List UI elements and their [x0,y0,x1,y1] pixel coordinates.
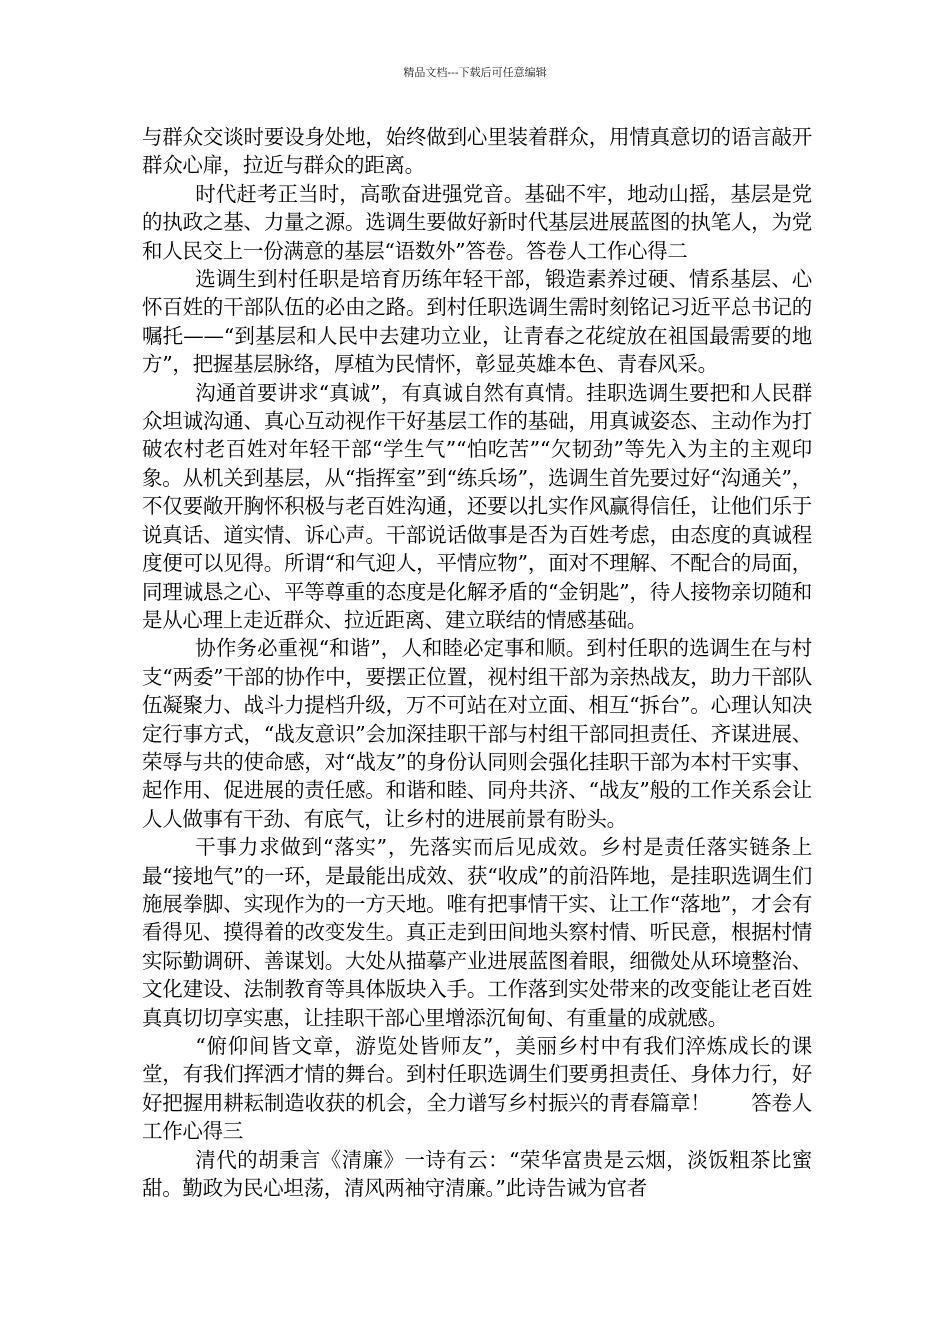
paragraph-8: 清代的胡秉言《清廉》一诗有云：“荣华富贵是云烟，淡饭粗茶比蜜甜。勤政为民心坦荡，清风两袖守清廉。”此诗告诫为官者 [142,1147,812,1201]
paragraph-3: 选调生到村任职是培育历练年轻干部，锻造素养过硬、情系基层、心怀百姓的干部队伍的必由之路。到村任职选调生需时刻铭记习近平总书记的嘱托——“到基层和人民中去建功立业，让青春之花绽放在祖国最需要的地方”，把握基层脉络，厚植为民情怀，彰显英雄本色、青春风采。 [142,267,812,377]
page-header: 精品文档---下载后可任意编辑 [403,66,547,79]
paragraph-1: 与群众交谈时要设身处地，始终做到心里装着群众，用情真意切的语言敲开群众心扉，拉近与群众的距离。 [142,125,812,178]
paragraph-4: 沟通首要讲求“真诚”，有真诚自然有真情。挂职选调生要把和人民群众坦诚沟通、真心互动视作干好基层工作的基础，用真诚姿态、主动作为打破农村老百姓对年轻干部“学生气”“怕吃苦”“欠韧劲”等先入为主的主观印象。从机关到基层，从“指挥室”到“练兵场”，选调生首先要过好“沟通关”，不仅要敞开胸怀积极与老百姓沟通，还要以扎实作风赢得信任，让他们乐于说真话、道实情、诉心声。干部说话做事是否为百姓考虑，由态度的真诚程度便可以见得。所谓“和气迎人，平情应物”，面对不理解、不配合的局面，同理诚恳之心、平等尊重的态度是化解矛盾的“金钥匙”，待人接物亲切随和是从心理上走近群众、拉近距离、建立联结的情感基础。 [142,380,812,632]
paragraph-7: “俯仰间皆文章，游览处皆师友”，美丽乡村中有我们淬炼成长的课堂，有我们挥洒才情的舞台。到村任职选调生们要勇担责任、身体力行，好好把握用耕耘制造收获的机会，全力谱写乡村振兴的青春篇章！ 答卷人工作心得三 [142,1034,812,1144]
paragraph-5: 协作务必重视“和谐”，人和睦必定事和顺。到村任职的选调生在与村支“两委”干部的协作中，要摆正位置，视村组干部为亲热战友，助力干部队伍凝聚力、战斗力提档升级，万不可站在对立面、相互“拆台”。心理认知决定行事方式，“战友意识”会加深挂职干部与村组干部同担责任、齐谋进展、荣辱与共的使命感，对“战友”的身份认同则会强化挂职干部为本村干实事、起作用、促进展的责任感。和谐和睦、同舟共济、“战友”般的工作关系会让人人做事有干劲、有底气，让乡村的进展前景有盼头。 [142,636,812,831]
paragraph-6: 干事力求做到“落实”，先落实而后见成效。乡村是责任落实链条上最“接地气”的一环，是最能出成效、获“收成”的前沿阵地，是挂职选调生们施展拳脚、实现作为的一方天地。唯有把事情干实、让工作“落地”，才会有看得见、摸得着的改变发生。真正走到田间地头察村情、听民意，根据村情实际勤调研、善谋划。大处从描摹产业进展蓝图着眼，细微处从环境整治、文化建设、法制教育等具体版块入手。工作落到实处带来的改变能让老百姓真真切切享实惠，让挂职干部心里增添沉甸甸、有重量的成就感。 [142,835,812,1030]
document-body [142,123,812,1202]
paragraph-2: 时代赶考正当时，高歌奋进强党音。基础不牢，地动山摇，基层是党的执政之基、力量之源。选调生要做好新时代基层进展蓝图的执笔人，为党和人民交上一份满意的基层“语数外”答卷。答卷人工作心得二 [142,181,812,263]
